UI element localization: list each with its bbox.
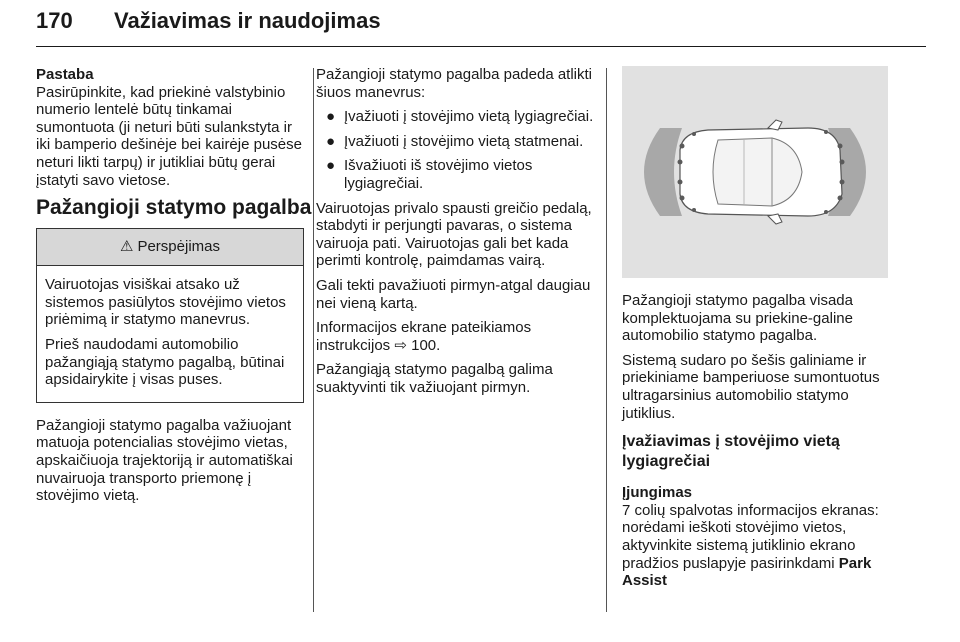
- warning-body: [37, 266, 303, 402]
- car-top-view-icon: [622, 66, 888, 278]
- paragraph-driver: Vairuotojas privalo spausti greičio pedalą, stabdyti ir perjungti pavaras, o sistema vairuoja pati. Vairuotojas gali bet kada perimti kontrolę, paimdamas vairą.: [316, 199, 592, 270]
- page-reference: 100.: [411, 336, 441, 354]
- list-item-text: Išvažiuoti iš stovėjimo vietos lygiagrečiai.: [344, 157, 533, 192]
- chapter-title: Važiavimas ir naudojimas: [114, 8, 381, 33]
- list-item: [316, 108, 596, 126]
- paragraph-sensors: Sistemą sudaro po šešis galiniame ir priekiniame bamperiuose sumontuotus ultragarsinius automobilio statymo jutiklius.: [622, 351, 880, 422]
- warning-title: Perspėjimas: [137, 238, 220, 256]
- paragraph-repeat: Gali tekti pavažiuoti pirmyn-atgal daugiau nei vieną kartą.: [316, 276, 591, 312]
- subheading-parallel: Įvažiavimas į stovėjimo vietą lygiagrečiai: [622, 433, 840, 471]
- note-text: Pasirūpinkite, kad priekinė valstybinio numerio lentelė būtų tinkamai sumontuota (ji neturi būti sulankstyta ir iki bamperio dešinėje bei kairėje pusėse neturi likti tarpų) ir jutikliai būtų gerai įstatyti savo vietose.: [36, 83, 302, 189]
- page-number: 170: [36, 8, 73, 33]
- list-item-text: Įvažiuoti į stovėjimo vietą statmenai.: [344, 132, 584, 150]
- body-paragraph: Pažangioji statymo pagalba važiuojant matuoja potencialias stovėjimo vietas, apskaičiuoja trajektoriją ir automatiškai nuvairuoja transporto priemonę į stovėjimo vietą.: [36, 416, 293, 505]
- column-divider-1: [313, 68, 314, 612]
- paragraph-instructions: [316, 319, 596, 354]
- warning-paragraph-1: Vairuotojas visiškai atsako už sistemos pasiūlytos stovėjimo vietos priėmimą ir statymo manevrus.: [45, 276, 286, 329]
- page-header: [36, 8, 926, 42]
- warning-box: [36, 228, 304, 403]
- list-item: [316, 157, 596, 192]
- header-rule: [36, 46, 926, 47]
- parking-sensor-illustration: [622, 66, 888, 278]
- warning-paragraph-2: Prieš naudodami automobilio pažangiąją statymo pagalbą, būtinai apsidairykite į visas puses.: [45, 335, 285, 389]
- activation-paragraph: [622, 502, 894, 590]
- list-item: [316, 133, 596, 151]
- section-heading: Pažangioji statymo pagalba: [36, 196, 312, 220]
- warning-icon: ⚠: [120, 238, 134, 256]
- list-item-text: Įvažiuoti į stovėjimo vietą lygiagrečiai.: [344, 108, 594, 126]
- paragraph-combo: Pažangioji statymo pagalba visada komplektuojama su priekine-galine automobilio statymo pagalba.: [622, 292, 853, 345]
- maneuver-list: [316, 108, 596, 192]
- column-2: [316, 66, 596, 404]
- paragraph-activation: Pažangiąją statymo pagalbą galima suaktyvinti tik važiuojant pirmyn.: [316, 361, 553, 396]
- park-assist-label: Park Assist: [622, 554, 872, 590]
- bullet-icon: ●: [326, 132, 336, 150]
- instructions-text: Informacijos ekrane pateikiamos instrukcijos: [316, 319, 532, 354]
- column-divider-2: [606, 68, 607, 612]
- activation-title: Įjungimas: [622, 484, 693, 502]
- column-1: [36, 66, 312, 512]
- column-3: [622, 292, 894, 597]
- intro-paragraph: Pažangioji statymo pagalba padeda atlikti šiuos manevrus:: [316, 66, 593, 101]
- bullet-icon: ●: [326, 157, 336, 175]
- warning-header: [37, 229, 303, 266]
- bullet-icon: ●: [326, 108, 336, 126]
- activation-text: 7 colių spalvotas informacijos ekranas: norėdami ieškoti stovėjimo vietos, aktyvinkite sistemą jutiklinio ekrano pradžios puslapyje pasirinkdami: [622, 501, 879, 572]
- page-ref-arrow-icon: ⇨: [394, 336, 407, 354]
- note-title: Pastaba: [36, 66, 94, 83]
